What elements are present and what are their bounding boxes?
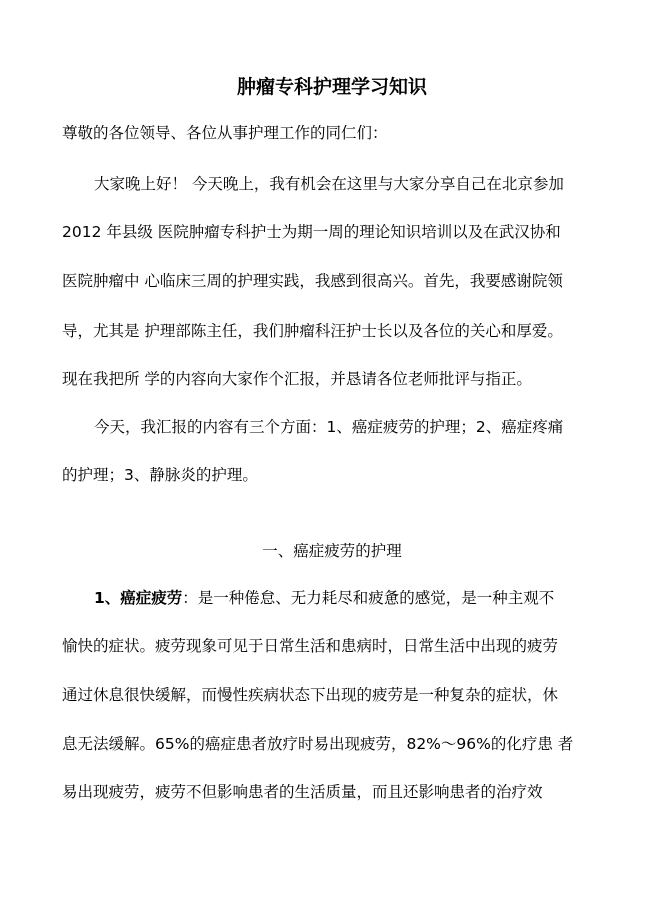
paragraph-1-line-2: 2012 年县级 医院肿瘤专科护士为期一周的理论知识培训以及在武汉协和 bbox=[62, 223, 561, 241]
paragraph-1-line-3: 医院肿瘤中 心临床三周的护理实践，我感到很高兴。首先，我要感谢院领 bbox=[62, 272, 563, 290]
paragraph-2-line-2: 的护理；3、静脉炎的护理。 bbox=[62, 466, 258, 484]
paragraph-3-line-1 bbox=[94, 587, 554, 609]
paragraph-3-line-2: 愉快的症状。疲劳现象可见于日常生活和患病时，日常生活中出现的疲劳 bbox=[62, 637, 559, 655]
paragraph-3-line-5: 易出现疲劳，疲劳不但影响患者的生活质量，而且还影响患者的治疗效 bbox=[62, 783, 543, 801]
paragraph-3-line-4: 息无法缓解。65%的癌症患者放疗时易出现疲劳，82%〜96%的化疗患 者 bbox=[62, 735, 574, 753]
term-definition-start: ：是一种倦怠、无力耗尽和疲惫的感觉，是一种主观不 bbox=[182, 589, 555, 607]
paragraph-1-line-5: 现在我把所 学的内容向大家作个汇报，并恳请各位老师批评与指正。 bbox=[62, 370, 532, 388]
greeting-line: 尊敬的各位领导、各位从事护理工作的同仁们： bbox=[62, 124, 388, 142]
paragraph-2-line-1: 今天，我汇报的内容有三个方面：1、癌症疲劳的护理；2、癌症疼痛 bbox=[94, 418, 564, 436]
section-heading: 一、癌症疲劳的护理 bbox=[262, 542, 402, 560]
document-title: 肿瘤专科护理学习知识 bbox=[236, 76, 427, 98]
term-label: 1、癌症疲劳 bbox=[94, 589, 183, 607]
paragraph-1-line-1: 大家晚上好！ 今天晚上，我有机会在这里与大家分享自己在北京参加 bbox=[94, 175, 564, 193]
paragraph-1-line-4: 导，尤其是 护理部陈主任，我们肿瘤科汪护士长以及各位的关心和厚爱。 bbox=[62, 322, 563, 340]
paragraph-3-line-3: 通过休息很快缓解，而慢性疾病状态下出现的疲劳是一种复杂的症状，休 bbox=[62, 686, 559, 704]
